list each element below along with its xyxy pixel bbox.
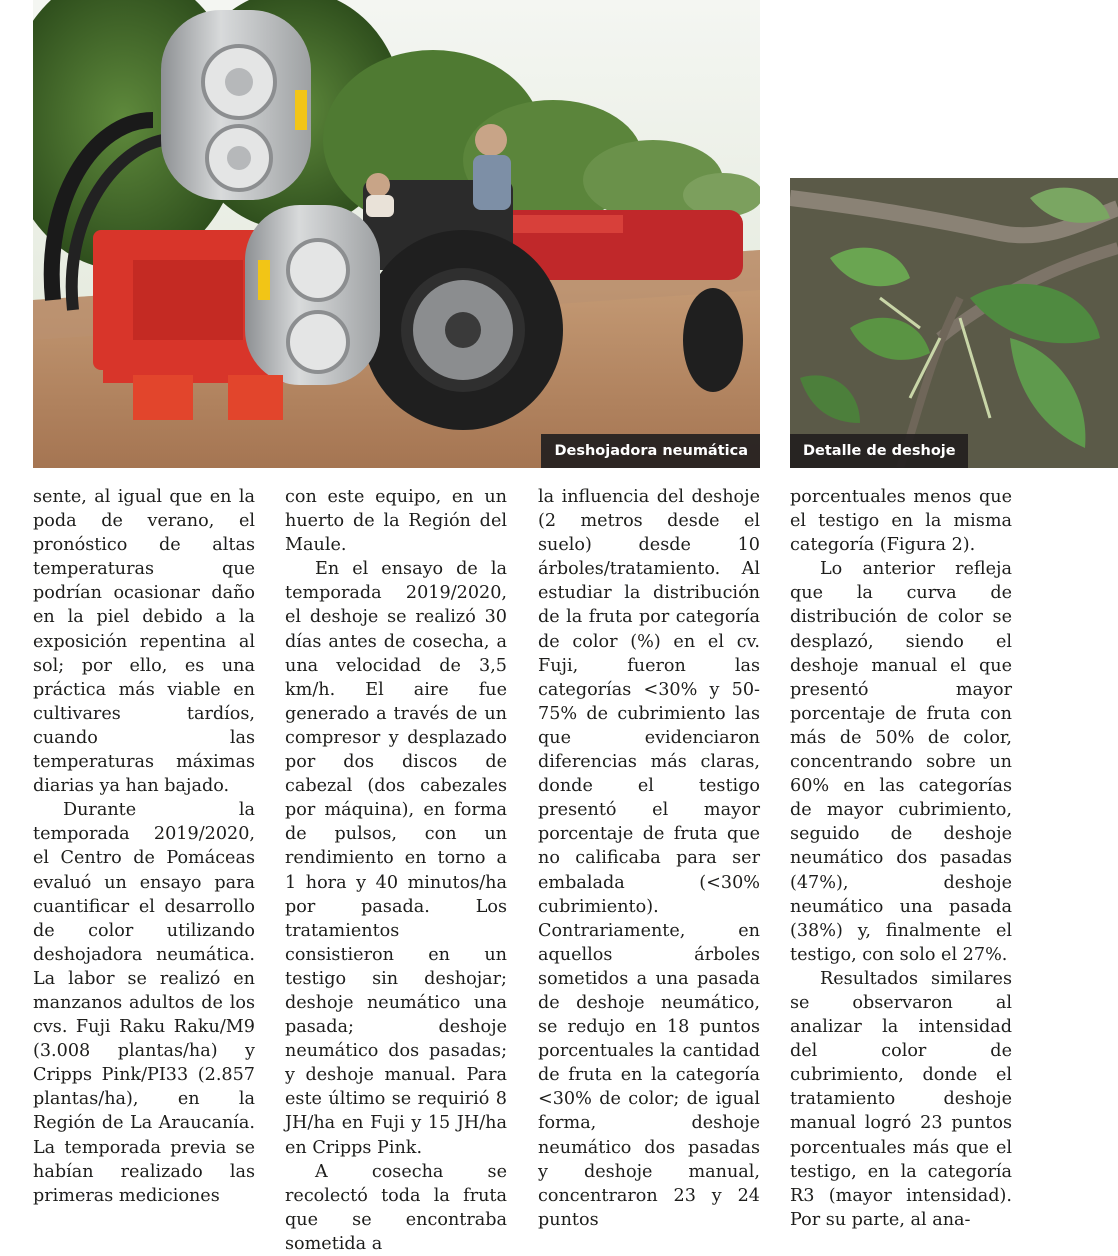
tractor-photo-caption: Deshojadora neumática xyxy=(541,434,760,468)
paragraph: porcentuales menos que el testigo en la misma categoría (Figura 2). xyxy=(790,487,1012,556)
tractor-photo xyxy=(33,0,760,468)
text-column-4 xyxy=(790,485,1012,1232)
text-column-2 xyxy=(285,485,507,1256)
paragraph: con este equipo, en un huerto de la Región del Maule. xyxy=(285,487,507,556)
paragraph: Resultados similares se observaron al analizar la intensidad del color de cubrimiento, donde el tratamiento deshoje manual logró 23 puntos porcentuales más que el testigo, en la categoría R3 (mayor intensidad). Por su parte, al ana- xyxy=(790,968,1012,1230)
defoliation-detail-photo xyxy=(790,178,1118,468)
text-column-1 xyxy=(33,485,255,1208)
tractor-illustration xyxy=(33,0,760,468)
leaf-detail-illustration xyxy=(790,178,1118,468)
detail-photo-caption: Detalle de deshoje xyxy=(790,434,968,468)
paragraph: la influencia del deshoje (2 metros desde el suelo) desde 10 árboles/tratamiento. Al estudiar la distribución de la fruta por categoría de color (%) en el cv. Fuji, fueron las categorías <30% y 50-75% de cubrimiento las que evidenciaron diferencias más claras, donde el testigo presentó el mayor porcentaje de fruta que no calificaba para ser embalada (<30% cubrimiento). Contrariamente, en aquellos árboles sometidos a una pasada de deshoje neumático, se redujo en 18 puntos porcentuales la cantidad de fruta en la categoría <30% de color; de igual forma, deshoje neumático dos pasadas y deshoje manual, concentraron 23 y 24 puntos xyxy=(538,487,760,1230)
paragraph: Durante la temporada 2019/2020, el Centro de Pomáceas evaluó un ensayo para cuantificar el desarrollo de color utilizando deshojadora neumática. La labor se realizó en manzanos adultos de los cvs. Fuji Raku Raku/M9 (3.008 plantas/ha) y Cripps Pink/PI33 (2.857 plantas/ha), en la Región de La Araucanía. La temporada previa se habían realizado las primeras mediciones xyxy=(33,800,255,1206)
text-column-3 xyxy=(538,485,760,1232)
paragraph: sente, al igual que en la poda de verano, el pronóstico de altas temperaturas que podrían ocasionar daño en la piel debido a la exposición repentina al sol; por ello, es una práctica más viable en cultivares tardíos, cuando las temperaturas máximas diarias ya han bajado. xyxy=(33,487,255,797)
paragraph: Lo anterior refleja que la curva de distribución de color se desplazó, siendo el deshoje manual el que presentó mayor porcentaje de fruta con más de 50% de color, concentrando sobre un 60% en las categorías de mayor cubrimiento, seguido de deshoje neumático dos pasadas (47%), deshoje neumático una pasada (38%) y, finalmente el testigo, con solo el 27%. xyxy=(790,559,1012,965)
paragraph: A cosecha se recolectó toda la fruta que se encontraba sometida a xyxy=(285,1161,507,1254)
paragraph: En el ensayo de la temporada 2019/2020, el deshoje se realizó 30 días antes de cosecha, a una velocidad de 3,5 km/h. El aire fue generado a través de un compresor y desplazado por dos discos de cabezal (dos cabezales por máquina), en forma de pulsos, con un rendimiento en torno a 1 hora y 40 minutos/ha por pasada. Los tratamientos consistieron en un testigo sin deshojar; deshoje neumático una pasada; deshoje neumático dos pasadas; y deshoje manual. Para este último se requirió 8 JH/ha en Fuji y 15 JH/ha en Cripps Pink. xyxy=(285,559,507,1158)
